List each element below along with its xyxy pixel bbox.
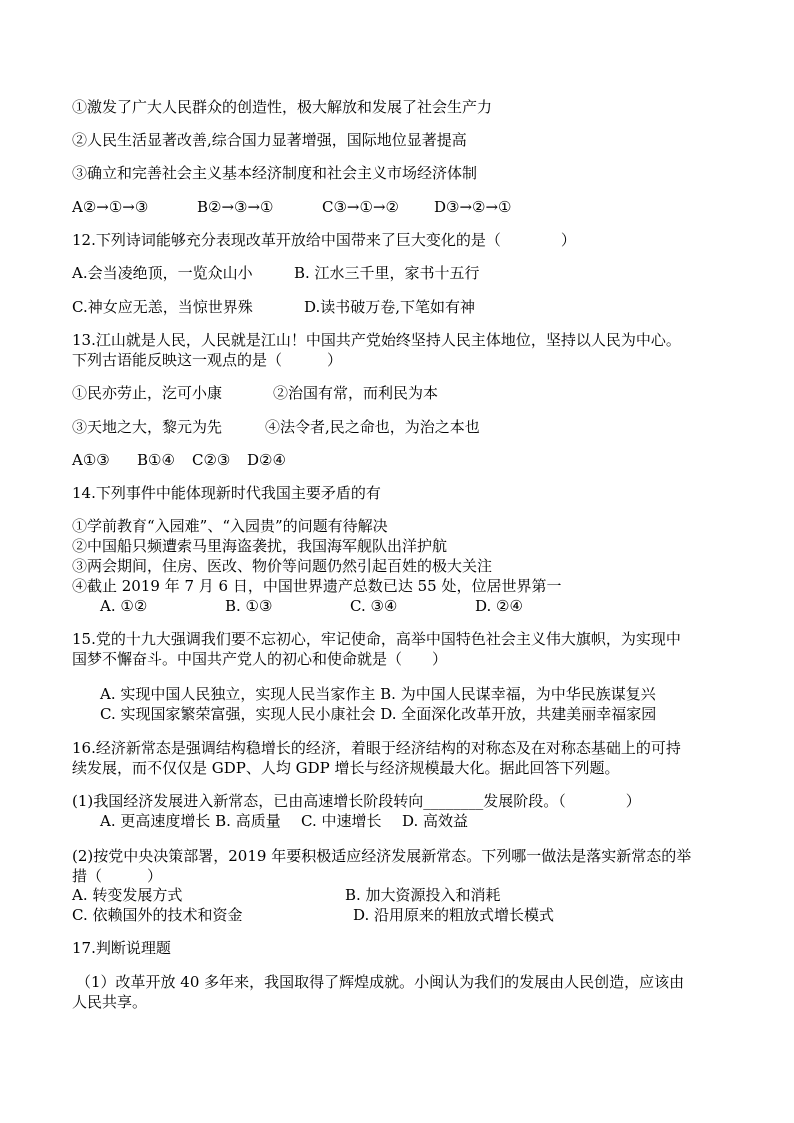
q16-part2-stem-line-2: 措（ ） bbox=[72, 867, 163, 885]
q13-statement-4: ④法令者,民之命也，为治之本也 bbox=[265, 418, 480, 436]
q16-part2-option-d: D. 沿用原来的粗放式增长模式 bbox=[353, 906, 555, 924]
q16-part2-options-ab bbox=[72, 885, 501, 905]
q13-statements-12 bbox=[72, 383, 438, 403]
q14-statement-2: ②中国船只频遭索马里海盗袭扰，我国海军舰队出洋护航 bbox=[72, 537, 448, 555]
q14-option-a: A. ①② bbox=[100, 597, 148, 615]
q15-stem-line-2: 国梦不懈奋斗。中国共产党人的初心和使命就是（ ） bbox=[72, 650, 448, 668]
q14-option-c: C. ③④ bbox=[350, 597, 398, 615]
q12-option-d: D.读书破万卷,下笔如有神 bbox=[304, 298, 476, 316]
q16-stem-line-2: 续发展，而不仅仅是 GDP、人均 GDP 增长与经济规模最大化。据此回答下列题。 bbox=[72, 759, 620, 777]
q13-statement-1: ①民亦劳止，汔可小康 bbox=[72, 384, 223, 402]
q16-part2-option-c: C. 依赖国外的技术和资金 bbox=[72, 906, 243, 924]
q11-option-d: D③→②→① bbox=[434, 198, 512, 216]
q11-option-a: A②→①→③ bbox=[72, 198, 149, 216]
q16-part2-option-b: B. 加大资源投入和消耗 bbox=[345, 886, 501, 904]
q13-options bbox=[72, 450, 286, 470]
q16-part1-option-ab: A. 更高速度增长 B. 高质量 bbox=[100, 812, 281, 830]
q13-statement-3: ③天地之大，黎元为先 bbox=[72, 418, 223, 436]
q13-stem-line-2: 下列古语能反映这一观点的是（ ） bbox=[72, 351, 343, 369]
q11-option-c: C③→①→② bbox=[322, 198, 399, 216]
q15-stem-line-1: 15.党的十九大强调我们要不忘初心，牢记使命，高举中国特色社会主义伟大旗帜，为实现中 bbox=[72, 630, 681, 648]
q14-stem: 14.下列事件中能体现新时代我国主要矛盾的有 bbox=[72, 484, 381, 502]
q14-option-b: B. ①③ bbox=[225, 597, 273, 615]
q16-part2-options-cd bbox=[72, 905, 554, 925]
q11-statement-1: ①激发了广大人民群众的创造性，极大解放和发展了社会生产力 bbox=[72, 98, 493, 116]
q12-options-ab bbox=[72, 263, 480, 283]
q17-part1-line-2: 人民共享。 bbox=[72, 993, 148, 1011]
q15-options-ab: A. 实现中国人民独立，实现人民当家作主 B. 为中国人民谋幸福，为中华民族谋复兴 bbox=[100, 685, 656, 703]
q13-option-a: A①③ bbox=[72, 451, 110, 469]
q16-part1-option-c: C. 中速增长 bbox=[301, 812, 382, 830]
q14-statement-3: ③两会期间，住房、医改、物价等问题仍然引起百姓的极大关注 bbox=[72, 557, 493, 575]
q12-option-b: B. 江水三千里，家书十五行 bbox=[294, 264, 480, 282]
q15-options-cd: C. 实现国家繁荣富强，实现人民小康社会 D. 全面深化改革开放，共建美丽幸福家园 bbox=[100, 705, 657, 723]
q13-option-c: C②③ bbox=[192, 451, 231, 469]
q14-options bbox=[100, 596, 523, 616]
q14-statement-4: ④截止 2019 年 7 月 6 日，中国世界遗产总数已达 55 处，位居世界第一 bbox=[72, 577, 562, 595]
q13-statement-2: ②治国有常，而利民为本 bbox=[273, 384, 439, 402]
q14-option-d: D. ②④ bbox=[475, 597, 523, 615]
q16-stem-line-1: 16.经济新常态是强调结构稳增长的经济，着眼于经济结构的对称态及在对称态基础上的可持 bbox=[72, 739, 681, 757]
q16-part1-option-d: D. 高效益 bbox=[402, 812, 469, 830]
q11-statement-3: ③确立和完善社会主义基本经济制度和社会主义市场经济体制 bbox=[72, 164, 478, 182]
q11-options bbox=[72, 197, 512, 217]
q12-option-c: C.神女应无恙，当惊世界殊 bbox=[72, 298, 253, 316]
q13-statements-34 bbox=[72, 417, 480, 437]
q16-part2-option-a: A. 转变发展方式 bbox=[72, 886, 183, 904]
q12-options-cd bbox=[72, 297, 475, 317]
q13-option-d: D②④ bbox=[247, 451, 286, 469]
q14-statement-1: ①学前教育“入园难”、“入园贵”的问题有待解决 bbox=[72, 517, 388, 535]
q16-part2-stem-line-1: (2)按党中央决策部署，2019 年要积极适应经济发展新常态。下列哪一做法是落实新常态的举 bbox=[72, 847, 692, 865]
q11-statement-2: ②人民生活显著改善,综合国力显著增强，国际地位显著提高 bbox=[72, 131, 467, 149]
q12-stem: 12.下列诗词能够充分表现改革开放给中国带来了巨大变化的是（ ） bbox=[72, 231, 576, 249]
q17-stem: 17.判断说理题 bbox=[72, 939, 171, 957]
q13-stem-line-1: 13.江山就是人民，人民就是江山！中国共产党始终坚持人民主体地位，坚持以人民为中心。 bbox=[72, 331, 681, 349]
q11-option-b: B②→③→① bbox=[197, 198, 274, 216]
q12-option-a: A.会当凌绝顶，一览众山小 bbox=[72, 264, 253, 282]
q13-option-b: B①④ bbox=[137, 451, 175, 469]
q16-part1-options bbox=[100, 811, 468, 831]
q17-part1-line-1: （1）改革开放 40 多年来，我国取得了辉煌成就。小闽认为我们的发展由人民创造，应该由 bbox=[76, 973, 685, 991]
q16-part1-stem: (1)我国经济发展进入新常态，已由高速增长阶段转向________发展阶段。（ ） bbox=[72, 792, 641, 810]
